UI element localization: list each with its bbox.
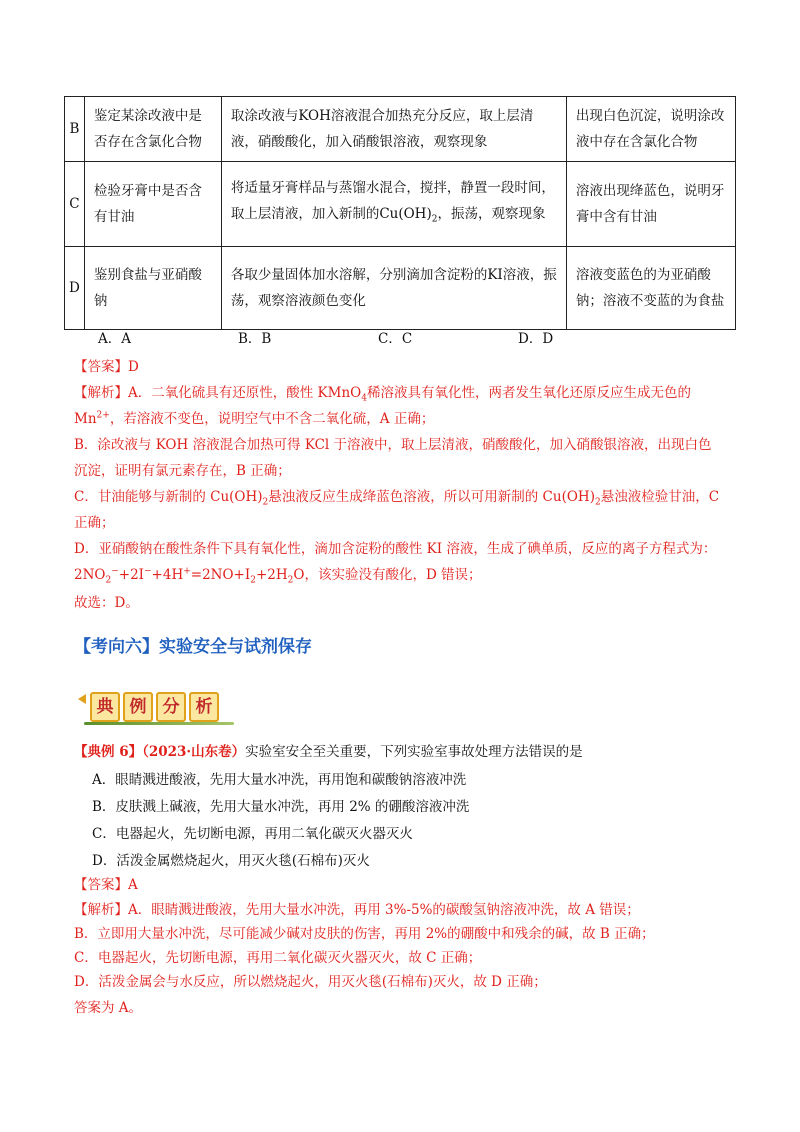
equation-text: +2I [118,567,144,583]
example-analysis-b: B．立即用大量水冲洗，尽可能减少碱对皮肤的伤害，再用 2%的硼酸中和残余的碱，故 B 正确； [74,926,655,942]
analysis-text: 稀溶液具有氧化性，两者发生氧化还原反应生成无色的 [366,385,691,401]
result-cell: 溶液出现绛蓝色，说明牙膏中含有甘油 [566,162,735,247]
badge-char: 例 [123,692,153,722]
choice-d: D．D [518,331,554,347]
badge-char: 典 [90,692,120,722]
conclusion: 故选：D。 [74,595,139,611]
subscript: 2 [287,575,294,586]
option-c: C．电器起火，先切断电源，再用二氧化碳灭火器灭火 [92,826,413,842]
example-analysis-badge [78,686,238,730]
analysis-b-line1: B．涂改液与 KOH 溶液混合加热可得 KCl 于溶液中，取上层清液，硝酸酸化，加入硝酸银溶液，出现白色 [74,437,712,453]
option-a: A．眼睛溅进酸液，先用大量水冲洗，再用饱和碳酸钠溶液冲洗 [92,772,467,788]
analysis-text: 悬浊液检验甘油，C [600,489,720,505]
badge-char: 析 [189,692,219,722]
operation-cell [221,162,566,247]
example-conclusion: 答案为 A。 [74,1000,143,1016]
example-analysis-d: D．活泼金属会与水反应，所以燃烧起火，用灭火毯(石棉布)灭火，故 D 正确； [74,974,547,990]
example-source: （2023·山东卷） [142,744,246,760]
subscript: 2 [105,575,112,586]
badge-tiles [90,692,219,722]
analysis-a-line2 [74,407,434,427]
analysis-tag: 【解析】 [74,902,128,918]
analysis-c-line1 [74,485,719,508]
purpose-cell: 检验牙膏中是否含有甘油 [84,162,221,247]
analysis-text: A．二氧化硫具有还原性，酸性 KMnO [128,385,362,401]
answer-value: A [128,877,138,893]
example-answer-line [74,873,138,893]
equation-text: 2NO [74,567,106,583]
answer-tag: 【答案】 [74,877,128,893]
ionic-equation [74,563,482,586]
operation-cell: 取涂改液与KOH溶液混合加热充分反应，取上层清液，硝酸酸化，加入硝酸银溶液，观察现象 [221,97,566,162]
badge-char: 分 [156,692,186,722]
subscript: 2 [431,214,438,225]
purpose-cell: 鉴别食盐与亚硝酸钠 [84,247,221,330]
example-question: 实验室安全至关重要，下列实验室事故处理方法错误的是 [245,744,583,760]
answer-line [74,355,139,375]
operation-text: ，振荡，观察现象 [437,206,546,223]
option-d: D．活泼金属燃烧起火，用灭火毯(石棉布)灭火 [92,853,370,869]
equation-text: +4H [151,567,184,583]
experiment-table [64,96,736,330]
subscript: 2 [594,497,601,508]
equation-text: O，该实验没有酸化，D 错误； [293,567,482,583]
example-stem [74,740,583,760]
choice-a: A．A [98,331,131,347]
table-row [65,162,736,247]
section-title: 【考向六】实验安全与试剂保存 [74,637,312,657]
analysis-d-line1: D．亚硝酸钠在酸性条件下具有氧化性，滴加含淀粉的酸性 KI 溶液，生成了碘单质，反应的离子方程式为： [74,541,717,557]
analysis-tag: 【解析】 [74,385,128,401]
purpose-cell: 鉴定某涂改液中是否存在含氯化合物 [84,97,221,162]
option-cell: B [65,97,85,162]
superscript: − [111,566,119,577]
result-cell: 出现白色沉淀，说明涂改液中存在含氯化合物 [566,97,735,162]
subscript: 2 [262,497,269,508]
operation-cell: 各取少量固体加水溶解，分别滴加含淀粉的KI溶液，振荡，观察溶液颜色变化 [221,247,566,330]
choice-c: C．C [378,331,413,347]
analysis-text: 悬浊液反应生成绛蓝色溶液，所以可用新制的 Cu(OH) [268,489,595,505]
subscript: 4 [361,393,367,404]
analysis-text: Mn [74,411,97,427]
analysis-c-line2: 正确； [74,515,115,531]
subscript: 2 [250,575,256,586]
answer-choices [98,327,658,347]
choice-b: B．B [238,331,272,347]
answer-value: D [128,359,139,375]
speaker-icon [78,694,86,704]
superscript: − [144,566,152,577]
answer-tag: 【答案】 [74,359,128,375]
table-row [65,97,736,162]
analysis-text: A．眼睛溅进酸液，先用大量水冲洗，再用 3%-5%的碳酸氢钠溶液冲洗，故 A 错误； [128,902,640,918]
equation-text: +2H [255,567,288,583]
result-cell: 溶液变蓝色的为亚硝酸钠；溶液不变蓝的为食盐 [566,247,735,330]
operation-text: 将适量牙膏样品与蒸馏水混合，搅拌，静置一段时间，取上层清液，加入新制的Cu(OH) [230,180,555,223]
table-row [65,247,736,330]
badge-underline [84,722,234,725]
analysis-b-line2: 沉淀，证明有氯元素存在，B 正确； [74,463,291,479]
example-analysis-c: C．电器起火，先切断电源，再用二氧化碳灭火器灭火，故 C 正确； [74,950,482,966]
analysis-text: C．甘油能够与新制的 Cu(OH) [74,489,263,505]
analysis-text: ，若溶液不变色，说明空气中不含二氧化硫，A 正确； [109,411,435,427]
option-cell: D [65,247,85,330]
superscript: + [183,566,191,577]
option-b: B．皮肤溅上碱液，先用大量水冲洗，再用 2% 的硼酸溶液冲洗 [92,799,470,815]
option-cell: C [65,162,85,247]
superscript: 2+ [96,410,110,421]
analysis-a-line1 [74,381,691,404]
equation-text: =2NO+I [190,567,251,583]
example-tag: 【典例 6】 [74,744,143,760]
example-analysis-a [74,898,640,918]
